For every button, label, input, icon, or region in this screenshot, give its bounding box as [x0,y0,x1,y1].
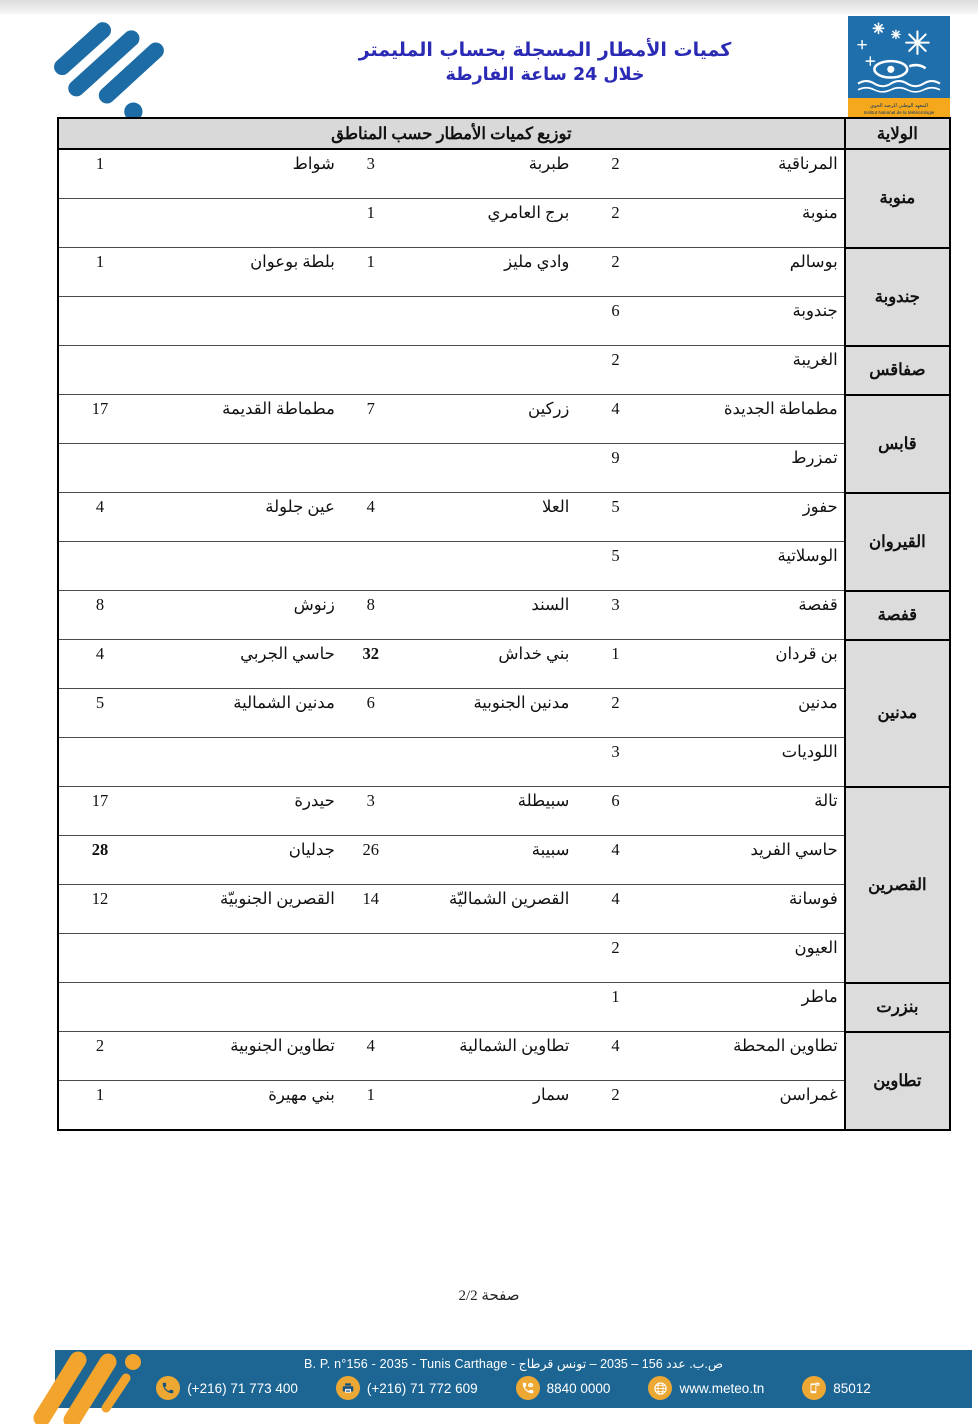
station-value: 4 [58,640,141,689]
station-name: وادي مليز [401,248,576,297]
station-value [341,983,401,1032]
station-name: مدنين الشمالية [141,689,341,738]
call-center-icon [516,1376,540,1400]
station-name: سبيبة [401,836,576,885]
station-name: بلطة بوعوان [141,248,341,297]
station-name: اللوديات [656,738,845,787]
fax-icon [336,1376,360,1400]
contact-item [336,1376,478,1400]
station-value [341,738,401,787]
governorate-cell: قفصة [845,591,950,640]
station-name [141,542,341,591]
station-value: 6 [341,689,401,738]
governorate-header: الولاية [845,118,950,149]
station-value: 5 [575,493,655,542]
inm-caption-fr: Institut National de la Météorologie [863,109,935,115]
station-name [141,346,341,395]
page-number: صفحة 2/2 [458,1288,520,1304]
station-name [401,738,576,787]
contact-label: 85012 [833,1380,871,1396]
station-value: 1 [58,1081,141,1131]
station-name [141,444,341,493]
station-name: مطماطة الجديدة [656,395,845,444]
governorate-cell: صفاقس [845,346,950,395]
station-value: 2 [575,199,655,248]
station-value: 7 [341,395,401,444]
station-value: 4 [341,493,401,542]
station-name [401,297,576,346]
station-name [141,983,341,1032]
inm-stripes-logo [50,16,172,128]
inm-logo-art [848,16,950,98]
footer-address: ص.ب. عدد 156 – 2035 – تونس قرطاج - B. P. n°156 - 2035 - Tunis Carthage [303,1357,724,1371]
table-row [58,149,950,199]
station-name: زنوش [141,591,341,640]
station-value: 5 [575,542,655,591]
station-value: 2 [575,689,655,738]
station-value [58,542,141,591]
station-value [58,346,141,395]
station-value: 4 [58,493,141,542]
station-value [341,444,401,493]
station-name: حاسي الجربي [141,640,341,689]
station-name: جندوبة [656,297,845,346]
rainfall-table [57,117,951,1131]
report-title [300,38,790,86]
station-value: 26 [341,836,401,885]
footer-stripes-decoration [26,1332,148,1424]
station-name [401,934,576,983]
station-name [141,297,341,346]
sms-icon [802,1376,826,1400]
title-line2: خلال 24 ساعة الفارطة [445,64,645,85]
station-name [141,199,341,248]
station-value: 1 [341,1081,401,1131]
station-value: 2 [575,934,655,983]
station-value: 8 [341,591,401,640]
station-value: 3 [341,149,401,199]
station-name: تطاوين الشمالية [401,1032,576,1081]
table-row [58,885,950,934]
phone-icon [156,1376,180,1400]
contact-item [156,1376,298,1400]
station-name: مدنين [656,689,845,738]
station-value: 4 [575,885,655,934]
globe-icon [648,1376,672,1400]
station-value: 28 [58,836,141,885]
station-name: عين جلولة [141,493,341,542]
station-name: حيدرة [141,787,341,836]
station-value: 2 [575,149,655,199]
table-row [58,395,950,444]
table-row [58,542,950,591]
station-value: 12 [58,885,141,934]
station-value: 3 [575,591,655,640]
governorate-cell: بنزرت [845,983,950,1032]
station-value [341,934,401,983]
governorate-cell: مدنين [845,640,950,787]
station-value: 6 [575,297,655,346]
station-name [401,346,576,395]
contact-item [648,1376,764,1400]
station-value [341,297,401,346]
station-name: بن قردان [656,640,845,689]
station-name: ماطر [656,983,845,1032]
contact-label: (+216) 71 772 609 [366,1380,478,1396]
station-value: 17 [58,787,141,836]
station-name: القصرين الشماليّة [401,885,576,934]
station-name: العيون [656,934,845,983]
station-value: 8 [58,591,141,640]
weather-art-icon [848,16,950,98]
contact-label: www.meteo.tn [679,1380,765,1396]
station-value: 6 [575,787,655,836]
station-value: 1 [341,248,401,297]
table-row [58,640,950,689]
governorate-cell: القصرين [845,787,950,983]
contact-item [516,1376,611,1400]
table-row [58,1081,950,1131]
station-name: طبربة [401,149,576,199]
table-row [58,493,950,542]
station-value: 1 [575,640,655,689]
station-value [58,934,141,983]
station-name: سبيطلة [401,787,576,836]
station-value: 2 [575,248,655,297]
station-value: 14 [341,885,401,934]
station-value: 17 [58,395,141,444]
table-row [58,248,950,297]
station-name: العلا [401,493,576,542]
station-value: 1 [58,149,141,199]
table-row [58,983,950,1032]
station-name [401,542,576,591]
station-value [341,542,401,591]
station-value [58,444,141,493]
contact-item [802,1376,871,1400]
governorate-cell: القيروان [845,493,950,591]
station-value: 5 [58,689,141,738]
station-value: 1 [341,199,401,248]
station-name: زركين [401,395,576,444]
station-name: غمراسن [656,1081,845,1131]
footer-band [55,1350,972,1408]
stripes-icon [26,1332,148,1424]
station-name: حاسي الفريد [656,836,845,885]
station-name: جدليان [141,836,341,885]
station-name: تطاوين الجنوبية [141,1032,341,1081]
inm-caption-ar: المعهد الوطني للرصد الجوي [870,102,928,109]
table-row [58,297,950,346]
footer-contacts [55,1376,972,1400]
table-row [58,346,950,395]
station-name [401,983,576,1032]
station-value: 2 [575,346,655,395]
station-name: برج العامري [401,199,576,248]
station-value [58,199,141,248]
governorate-cell: جندوبة [845,248,950,346]
station-name: تمزرط [656,444,845,493]
station-value: 4 [575,836,655,885]
station-value [341,346,401,395]
station-name: منوبة [656,199,845,248]
station-name: بني مهيرة [141,1081,341,1131]
rain-table-body [58,149,950,1130]
station-value: 3 [341,787,401,836]
contact-label: 8840 0000 [546,1380,611,1396]
distribution-header: توزيع كميات الأمطار حسب المناطق [58,118,845,149]
inm-logo [848,16,950,120]
contact-label: (+216) 71 773 400 [187,1380,298,1396]
station-value: 1 [575,983,655,1032]
station-name: تطاوين المحطة [656,1032,845,1081]
station-name: الغريبة [656,346,845,395]
station-name: القصرين الجنوبيّة [141,885,341,934]
station-value [58,738,141,787]
station-name [141,934,341,983]
station-name: المرناقية [656,149,845,199]
station-name: شواط [141,149,341,199]
title-line1: كميات الأمطار المسجلة بحساب المليمتر [358,39,732,61]
station-name: السند [401,591,576,640]
governorate-cell: قابس [845,395,950,493]
station-name: بوسالم [656,248,845,297]
station-name: قفصة [656,591,845,640]
table-row [58,591,950,640]
station-name: فوسانة [656,885,845,934]
station-value [58,983,141,1032]
station-value: 4 [575,395,655,444]
table-row [58,1032,950,1081]
station-value: 2 [575,1081,655,1131]
table-row [58,738,950,787]
table-row [58,787,950,836]
station-value: 32 [341,640,401,689]
station-name: سمار [401,1081,576,1131]
station-name: حفوز [656,493,845,542]
station-name: مدنين الجنوبية [401,689,576,738]
governorate-cell: منوبة [845,149,950,248]
table-row [58,689,950,738]
station-value: 4 [575,1032,655,1081]
stripes-icon [50,16,172,128]
station-name [141,738,341,787]
table-row [58,934,950,983]
station-value: 1 [58,248,141,297]
station-name [401,444,576,493]
station-name: تالة [656,787,845,836]
table-header-row [58,118,950,149]
top-strip [0,0,978,14]
table-row [58,836,950,885]
station-name: الوسلاتية [656,542,845,591]
governorate-cell: تطاوين [845,1032,950,1131]
station-name: مطماطة القديمة [141,395,341,444]
table-row [58,444,950,493]
station-value: 9 [575,444,655,493]
station-value [58,297,141,346]
station-value: 3 [575,738,655,787]
station-value: 4 [341,1032,401,1081]
table-row [58,199,950,248]
station-name: بني خداش [401,640,576,689]
station-value: 2 [58,1032,141,1081]
